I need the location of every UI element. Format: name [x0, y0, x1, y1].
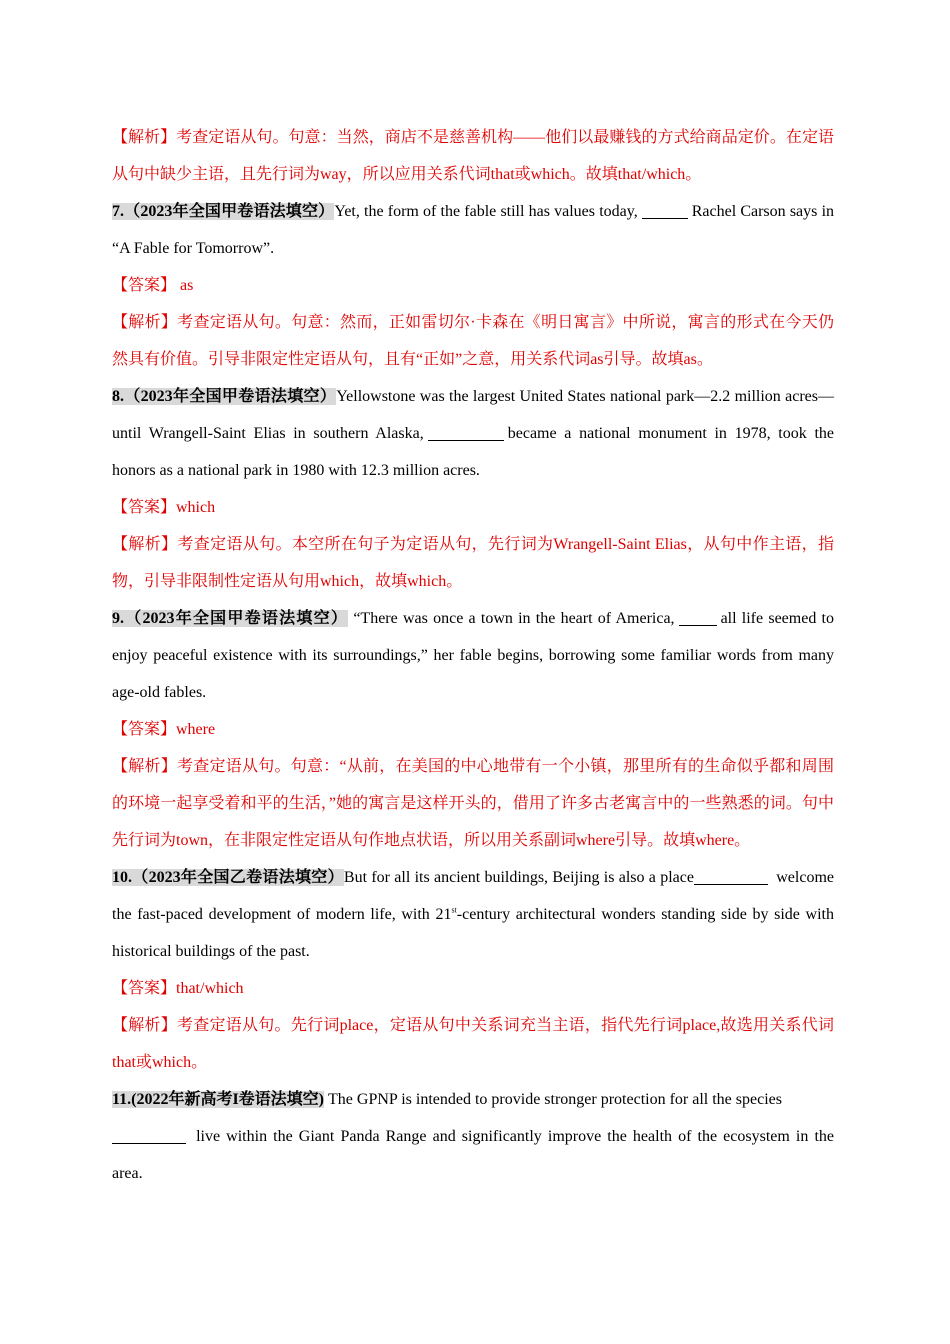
analysis-7: 【解析】考查定语从句。句意：然而，正如雷切尔·卡森在《明日寓言》中所说，寓言的形式在今天仍然具有价值。引导非限定性定语从句，且有“正如”之意，用关系代词as引导。故填as。 — [112, 314, 834, 368]
answer-7: 【答案】 as — [112, 277, 194, 294]
question-tag: 11.(2022年新高考I卷语法填空) — [112, 1091, 325, 1108]
answer-8: 【答案】which — [112, 499, 216, 516]
question-8: 8.（2023年全国甲卷语法填空）Yellowstone was the largest United States national park—2.2 million acres—until Wrangell-Saint Elias in southern Alaska, became a national monument in 1978, took the honors as a national park in 1980 with 12.3 million acres. — [112, 388, 834, 479]
question-11: 11.(2022年新高考I卷语法填空) The GPNP is intended to provide stronger protection for all the species live within the Giant Panda Range and significantly improve the health of the ecosystem in the area. — [112, 1091, 834, 1182]
question-tag: 8.（2023年全国甲卷语法填空） — [112, 388, 337, 405]
analysis-6: 【解析】考查定语从句。句意：当然，商店不是慈善机构——他们以最赚钱的方式给商品定价。在定语从句中缺少主语，且先行词为way，所以应用关系代词that或which。故填that/which。 — [112, 129, 834, 183]
answer-blank — [679, 609, 717, 626]
question-tag: 9.（2023年全国甲卷语法填空） — [112, 610, 349, 627]
answer-blank — [112, 1127, 186, 1144]
analysis-9: 【解析】考查定语从句。句意：“从前，在美国的中心地带有一个小镇，那里所有的生命似乎都和周围的环境一起享受着和平的生活，”她的寓言是这样开头的，借用了许多古老寓言中的一些熟悉的词。句中先行词为town，在非限定性定语从句作地点状语，所以用关系副词where引导。故填where。 — [112, 758, 834, 849]
answer-blank — [642, 202, 688, 219]
question-7: 7.（2023年全国甲卷语法填空）Yet, the form of the fable still has values today, Rachel Carson says in “A Fable for Tomorrow”. — [112, 203, 835, 257]
question-10: 10.（2023年全国乙卷语法填空）But for all its ancient buildings, Beijing is also a place welcome the fast-paced development of modern life, with 21st-century architectural wonders standing side by side with historical buildings of the past. — [112, 869, 835, 960]
page-content — [112, 119, 834, 1192]
answer-9: 【答案】where — [112, 721, 216, 738]
question-tag: 10.（2023年全国乙卷语法填空） — [112, 869, 344, 886]
question-tag: 7.（2023年全国甲卷语法填空） — [112, 203, 335, 220]
answer-blank — [428, 424, 504, 441]
question-9: 9.（2023年全国甲卷语法填空） “There was once a town in the heart of America, all life seemed to enjoy peaceful existence with its surroundings,” her fable begins, borrowing some familiar words from many age-old fables. — [112, 610, 835, 701]
analysis-10: 【解析】考查定语从句。先行词place，定语从句中关系词充当主语，指代先行词place,故选用关系代词that或which。 — [112, 1017, 834, 1071]
answer-blank — [694, 868, 768, 885]
analysis-8: 【解析】考查定语从句。本空所在句子为定语从句，先行词为Wrangell-Saint Elias，从句中作主语，指物，引导非限制性定语从句用which，故填which。 — [112, 536, 834, 590]
answer-10: 【答案】that/which — [112, 980, 244, 997]
